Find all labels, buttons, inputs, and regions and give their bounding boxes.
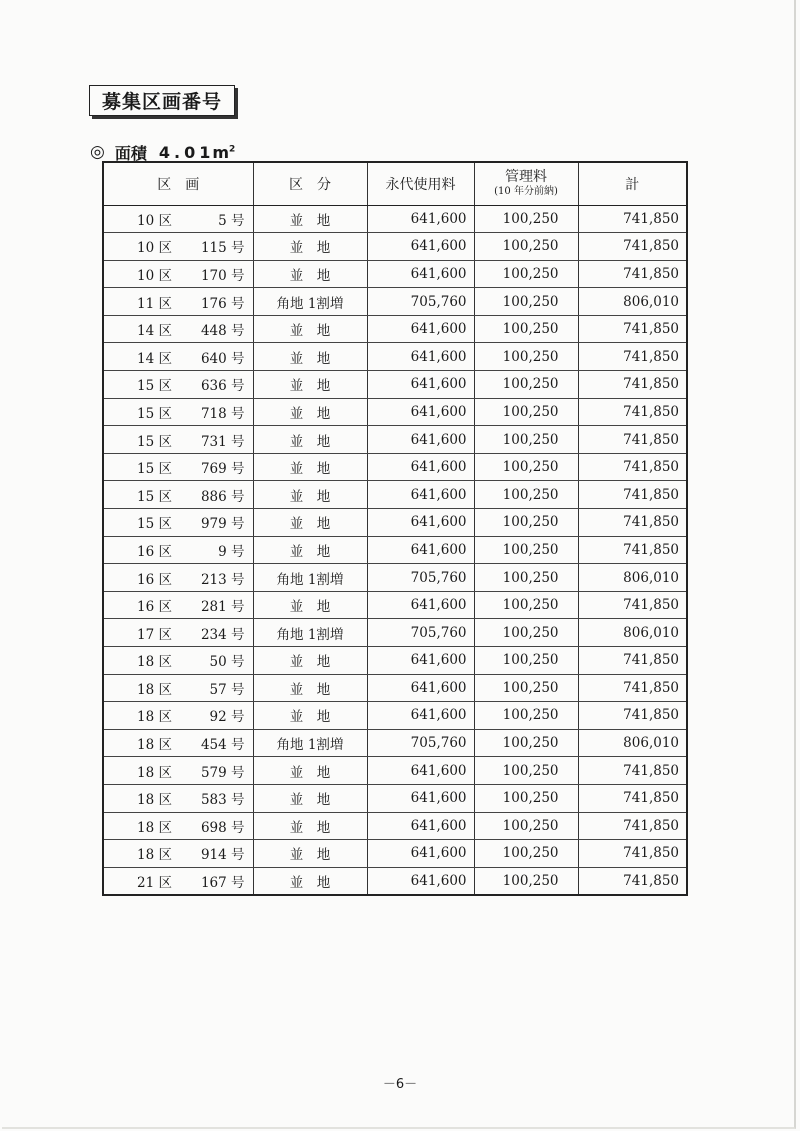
cell-section — [103, 398, 253, 426]
section-go: 979 号 — [200, 516, 245, 533]
cell-perpetual-fee: 641,600 — [367, 343, 474, 371]
cell-section — [103, 205, 253, 233]
table-row — [103, 812, 687, 840]
table-row — [103, 536, 687, 564]
section-go: 640 号 — [200, 350, 245, 367]
cell-total: 741,850 — [578, 702, 687, 730]
cell-category: 並 地 — [253, 343, 367, 371]
cell-section — [103, 840, 253, 868]
cell-category: 並 地 — [253, 481, 367, 509]
cell-total: 741,850 — [578, 591, 687, 619]
section-go: 914 号 — [200, 847, 245, 864]
cell-management-fee: 100,250 — [474, 205, 578, 233]
table-row — [103, 288, 687, 316]
section-heading-text: 募集区画番号 — [101, 91, 222, 113]
section-go: 769 号 — [200, 461, 245, 478]
table-row — [103, 233, 687, 261]
cell-category: 並 地 — [253, 233, 367, 261]
section-go: 234 号 — [200, 626, 245, 643]
cell-total: 741,850 — [578, 205, 687, 233]
cell-perpetual-fee: 641,600 — [367, 453, 474, 481]
cell-management-fee: 100,250 — [474, 453, 578, 481]
cell-management-fee: 100,250 — [474, 233, 578, 261]
section-go: 176 号 — [200, 295, 245, 312]
cell-section — [103, 260, 253, 288]
cell-management-fee: 100,250 — [474, 812, 578, 840]
header-total: 計 — [578, 162, 687, 205]
section-ku: 21 区 — [137, 874, 172, 891]
cell-total: 741,850 — [578, 260, 687, 288]
cell-total: 806,010 — [578, 619, 687, 647]
cell-section — [103, 371, 253, 399]
section-go: 170 号 — [200, 267, 245, 284]
cell-total: 741,850 — [578, 674, 687, 702]
cell-total: 741,850 — [578, 398, 687, 426]
cell-perpetual-fee: 641,600 — [367, 702, 474, 730]
section-go: 718 号 — [200, 405, 245, 422]
section-go: 57 号 — [209, 681, 245, 698]
cell-section — [103, 315, 253, 343]
table-row — [103, 260, 687, 288]
cell-perpetual-fee: 641,600 — [367, 481, 474, 509]
section-ku: 18 区 — [137, 737, 172, 754]
cell-perpetual-fee: 641,600 — [367, 840, 474, 868]
section-go: 448 号 — [200, 323, 245, 340]
header-perpetual-fee: 永代使用料 — [367, 162, 474, 205]
table-row — [103, 757, 687, 785]
cell-management-fee: 100,250 — [474, 840, 578, 868]
section-go: 454 号 — [200, 737, 245, 754]
cell-section — [103, 536, 253, 564]
section-ku: 18 区 — [137, 764, 172, 781]
cell-section — [103, 867, 253, 895]
cell-management-fee: 100,250 — [474, 647, 578, 675]
cell-perpetual-fee: 705,760 — [367, 729, 474, 757]
cell-section — [103, 564, 253, 592]
cell-perpetual-fee: 641,600 — [367, 812, 474, 840]
cell-category: 角地 1割増 — [253, 729, 367, 757]
section-ku: 10 区 — [137, 212, 172, 229]
cell-section — [103, 509, 253, 537]
section-ku: 18 区 — [137, 654, 172, 671]
cell-management-fee: 100,250 — [474, 619, 578, 647]
cell-management-fee: 100,250 — [474, 288, 578, 316]
section-ku: 18 区 — [137, 681, 172, 698]
cell-section — [103, 619, 253, 647]
cell-section — [103, 674, 253, 702]
cell-total: 741,850 — [578, 757, 687, 785]
table-row — [103, 647, 687, 675]
cell-total: 741,850 — [578, 343, 687, 371]
section-ku: 18 区 — [137, 847, 172, 864]
area-unit: $m^2$ — [212, 142, 236, 162]
table-row — [103, 729, 687, 757]
cell-total: 806,010 — [578, 288, 687, 316]
cell-category: 並 地 — [253, 757, 367, 785]
cell-category: 並 地 — [253, 702, 367, 730]
table-row — [103, 840, 687, 868]
table-row — [103, 371, 687, 399]
table-row — [103, 481, 687, 509]
table-row — [103, 674, 687, 702]
section-go: 9 号 — [218, 543, 245, 560]
cell-total: 741,850 — [578, 371, 687, 399]
header-management-fee-note: (10 年分前納) — [494, 186, 558, 198]
cell-management-fee: 100,250 — [474, 536, 578, 564]
cell-management-fee: 100,250 — [474, 674, 578, 702]
cell-section — [103, 729, 253, 757]
cell-section — [103, 812, 253, 840]
cell-management-fee: 100,250 — [474, 398, 578, 426]
section-ku: 15 区 — [137, 378, 172, 395]
cell-category: 並 地 — [253, 398, 367, 426]
cell-category: 並 地 — [253, 536, 367, 564]
section-go: 583 号 — [200, 792, 245, 809]
cell-category: 角地 1割増 — [253, 288, 367, 316]
cell-management-fee: 100,250 — [474, 757, 578, 785]
cell-management-fee: 100,250 — [474, 867, 578, 895]
cell-section — [103, 426, 253, 454]
table-row — [103, 591, 687, 619]
cell-category: 並 地 — [253, 784, 367, 812]
cell-perpetual-fee: 641,600 — [367, 784, 474, 812]
table-row — [103, 867, 687, 895]
section-go: 213 号 — [200, 571, 245, 588]
cell-total: 741,850 — [578, 481, 687, 509]
cell-section — [103, 591, 253, 619]
cell-total: 806,010 — [578, 564, 687, 592]
cell-perpetual-fee: 641,600 — [367, 371, 474, 399]
double-circle-icon: ◎ — [90, 142, 105, 162]
section-ku: 14 区 — [137, 323, 172, 340]
cell-total: 741,850 — [578, 536, 687, 564]
cell-management-fee: 100,250 — [474, 784, 578, 812]
cell-perpetual-fee: 641,600 — [367, 260, 474, 288]
cell-total: 741,850 — [578, 840, 687, 868]
table-row — [103, 564, 687, 592]
cell-category: 並 地 — [253, 674, 367, 702]
section-ku: 18 区 — [137, 709, 172, 726]
section-go: 886 号 — [200, 488, 245, 505]
section-ku: 16 区 — [137, 543, 172, 560]
cell-perpetual-fee: 641,600 — [367, 591, 474, 619]
cell-category: 並 地 — [253, 867, 367, 895]
table-row — [103, 619, 687, 647]
cell-total: 741,850 — [578, 784, 687, 812]
page-number: －6－ — [382, 1077, 418, 1092]
cell-perpetual-fee: 641,600 — [367, 509, 474, 537]
cell-perpetual-fee: 705,760 — [367, 619, 474, 647]
cell-management-fee: 100,250 — [474, 315, 578, 343]
cell-total: 741,850 — [578, 867, 687, 895]
cell-category: 並 地 — [253, 371, 367, 399]
cell-perpetual-fee: 641,600 — [367, 757, 474, 785]
cell-section — [103, 343, 253, 371]
cell-perpetual-fee: 641,600 — [367, 867, 474, 895]
cell-perpetual-fee: 705,760 — [367, 564, 474, 592]
section-ku: 15 区 — [137, 516, 172, 533]
section-go: 167 号 — [200, 874, 245, 891]
cell-category: 並 地 — [253, 426, 367, 454]
cell-management-fee: 100,250 — [474, 371, 578, 399]
table-row — [103, 205, 687, 233]
cell-management-fee: 100,250 — [474, 729, 578, 757]
section-heading — [89, 85, 235, 116]
cell-perpetual-fee: 641,600 — [367, 536, 474, 564]
cell-management-fee: 100,250 — [474, 481, 578, 509]
cell-total: 741,850 — [578, 453, 687, 481]
table-row — [103, 426, 687, 454]
cell-perpetual-fee: 641,600 — [367, 674, 474, 702]
header-section: 区 画 — [103, 162, 253, 205]
section-go: 115 号 — [200, 240, 245, 257]
cell-category: 角地 1割増 — [253, 619, 367, 647]
section-go: 92 号 — [209, 709, 245, 726]
section-ku: 16 区 — [137, 599, 172, 616]
section-go: 5 号 — [218, 212, 245, 229]
area-label: 面積 — [114, 143, 147, 163]
cell-total: 741,850 — [578, 509, 687, 537]
cell-category: 並 地 — [253, 260, 367, 288]
table-row — [103, 453, 687, 481]
cell-section — [103, 647, 253, 675]
cell-category: 並 地 — [253, 591, 367, 619]
table-row — [103, 702, 687, 730]
cell-management-fee: 100,250 — [474, 509, 578, 537]
section-go: 636 号 — [200, 378, 245, 395]
section-ku: 16 区 — [137, 571, 172, 588]
section-go: 579 号 — [200, 764, 245, 781]
area-value: 4.01 — [158, 142, 215, 162]
cell-perpetual-fee: 641,600 — [367, 315, 474, 343]
table-row — [103, 398, 687, 426]
section-ku: 18 区 — [137, 819, 172, 836]
cell-management-fee: 100,250 — [474, 702, 578, 730]
cell-section — [103, 233, 253, 261]
cell-section — [103, 757, 253, 785]
plot-table — [102, 161, 688, 896]
cell-total: 741,850 — [578, 426, 687, 454]
section-ku: 17 区 — [137, 626, 172, 643]
cell-perpetual-fee: 641,600 — [367, 233, 474, 261]
table-row — [103, 315, 687, 343]
cell-total: 741,850 — [578, 647, 687, 675]
cell-category: 並 地 — [253, 509, 367, 537]
cell-total: 741,850 — [578, 812, 687, 840]
cell-perpetual-fee: 641,600 — [367, 398, 474, 426]
cell-category: 並 地 — [253, 812, 367, 840]
cell-management-fee: 100,250 — [474, 260, 578, 288]
cell-perpetual-fee: 641,600 — [367, 647, 474, 675]
cell-perpetual-fee: 641,600 — [367, 205, 474, 233]
cell-category: 並 地 — [253, 647, 367, 675]
section-ku: 15 区 — [137, 488, 172, 505]
cell-category: 並 地 — [253, 840, 367, 868]
cell-perpetual-fee: 705,760 — [367, 288, 474, 316]
cell-total: 741,850 — [578, 233, 687, 261]
cell-section — [103, 702, 253, 730]
table-row — [103, 784, 687, 812]
section-ku: 15 区 — [137, 405, 172, 422]
cell-total: 806,010 — [578, 729, 687, 757]
cell-perpetual-fee: 641,600 — [367, 426, 474, 454]
section-ku: 15 区 — [137, 461, 172, 478]
cell-category: 並 地 — [253, 315, 367, 343]
cell-section — [103, 453, 253, 481]
section-ku: 10 区 — [137, 240, 172, 257]
header-category: 区 分 — [253, 162, 367, 205]
section-ku: 18 区 — [137, 792, 172, 809]
section-go: 698 号 — [200, 819, 245, 836]
cell-total: 741,850 — [578, 315, 687, 343]
section-go: 731 号 — [200, 433, 245, 450]
cell-section — [103, 481, 253, 509]
section-go: 50 号 — [209, 654, 245, 671]
cell-category: 並 地 — [253, 205, 367, 233]
table-header-row — [103, 162, 687, 205]
cell-section — [103, 784, 253, 812]
cell-management-fee: 100,250 — [474, 426, 578, 454]
section-ku: 14 区 — [137, 350, 172, 367]
section-ku: 11 区 — [137, 295, 172, 312]
cell-category: 角地 1割増 — [253, 564, 367, 592]
table-row — [103, 343, 687, 371]
cell-category: 並 地 — [253, 453, 367, 481]
section-ku: 10 区 — [137, 267, 172, 284]
cell-section — [103, 288, 253, 316]
table-row — [103, 509, 687, 537]
cell-management-fee: 100,250 — [474, 591, 578, 619]
cell-management-fee: 100,250 — [474, 564, 578, 592]
section-ku: 15 区 — [137, 433, 172, 450]
section-go: 281 号 — [200, 599, 245, 616]
header-management-fee: 管理料 (10 年分前納) — [474, 162, 578, 205]
cell-management-fee: 100,250 — [474, 343, 578, 371]
